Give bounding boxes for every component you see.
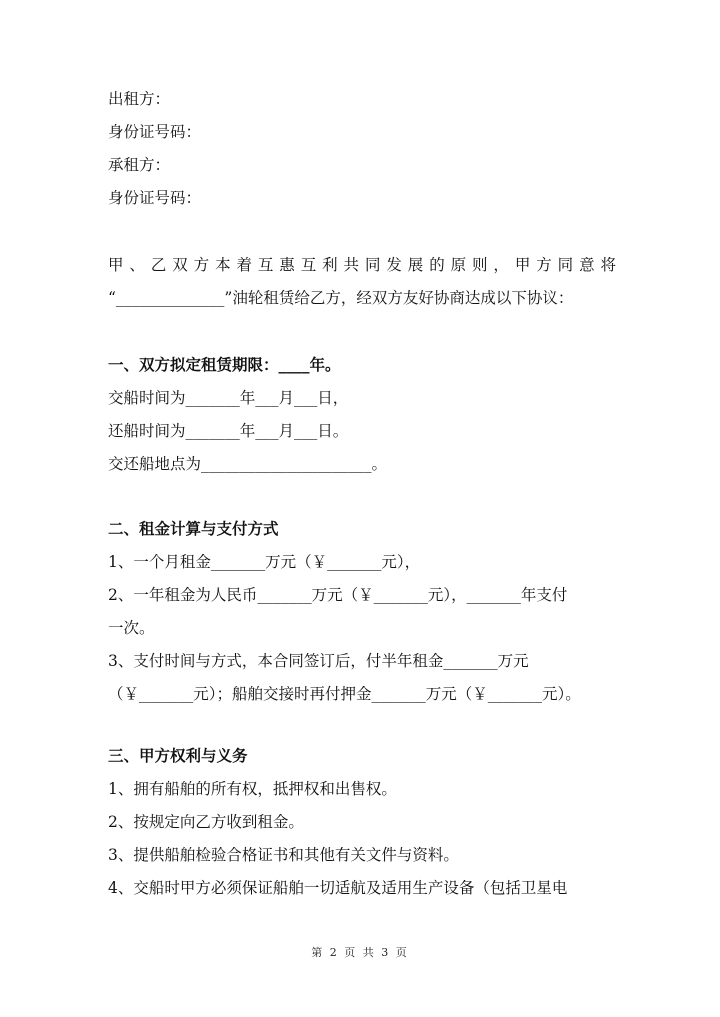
lessee-id-label: 身份证号码： — [108, 189, 202, 207]
rent-item-2-line-1: 2、一年租金为人民币_______万元（￥_______元），_______年支付 — [108, 586, 568, 604]
intro-line-1: 甲 、 乙 双 方 本 着 互 惠 互 利 共 同 发 展 的 原 则 ， 甲 方 同 意 将 — [108, 256, 616, 274]
section2-heading: 二、租金计算与支付方式 — [108, 520, 279, 538]
page-number: 第 2 页 共 3 页 — [311, 946, 409, 959]
delivery-place: 交还船地点为______________________。 — [108, 455, 388, 473]
intro-line-2: “______________”油轮租赁给乙方，经双方友好协商达成以下协议： — [108, 289, 574, 307]
lessee-label: 承租方： — [108, 156, 171, 174]
lessor-label: 出租方： — [108, 90, 171, 108]
party-a-item-3: 3、提供船舶检验合格证书和其他有关文件与资料。 — [108, 846, 459, 864]
section3-heading: 三、甲方权利与义务 — [108, 747, 248, 765]
delivery-time: 交船时间为_______年___月___日， — [108, 389, 349, 407]
rent-item-3-line-1: 3、支付时间与方式，本合同签订后，付半年租金_______万元 — [108, 652, 529, 670]
lessor-id-label: 身份证号码： — [108, 123, 202, 141]
party-a-item-1: 1、拥有船舶的所有权，抵押权和出售权。 — [108, 780, 397, 798]
rent-item-1: 1、一个月租金_______万元（￥_______元）， — [108, 553, 421, 571]
section1-heading: 一、双方拟定租赁期限：____年。 — [108, 356, 341, 374]
rent-item-3-line-2: （￥_______元）；船舶交接时再付押金_______万元（￥_______元）。 — [108, 685, 581, 703]
party-a-item-4: 4、交船时甲方必须保证船舶一切适航及适用生产设备（包括卫星电 — [108, 879, 568, 897]
rent-item-2-line-2: 一次。 — [108, 619, 155, 637]
party-a-item-2: 2、按规定向乙方收到租金。 — [108, 813, 304, 831]
return-time: 还船时间为_______年___月___日。 — [108, 422, 349, 440]
